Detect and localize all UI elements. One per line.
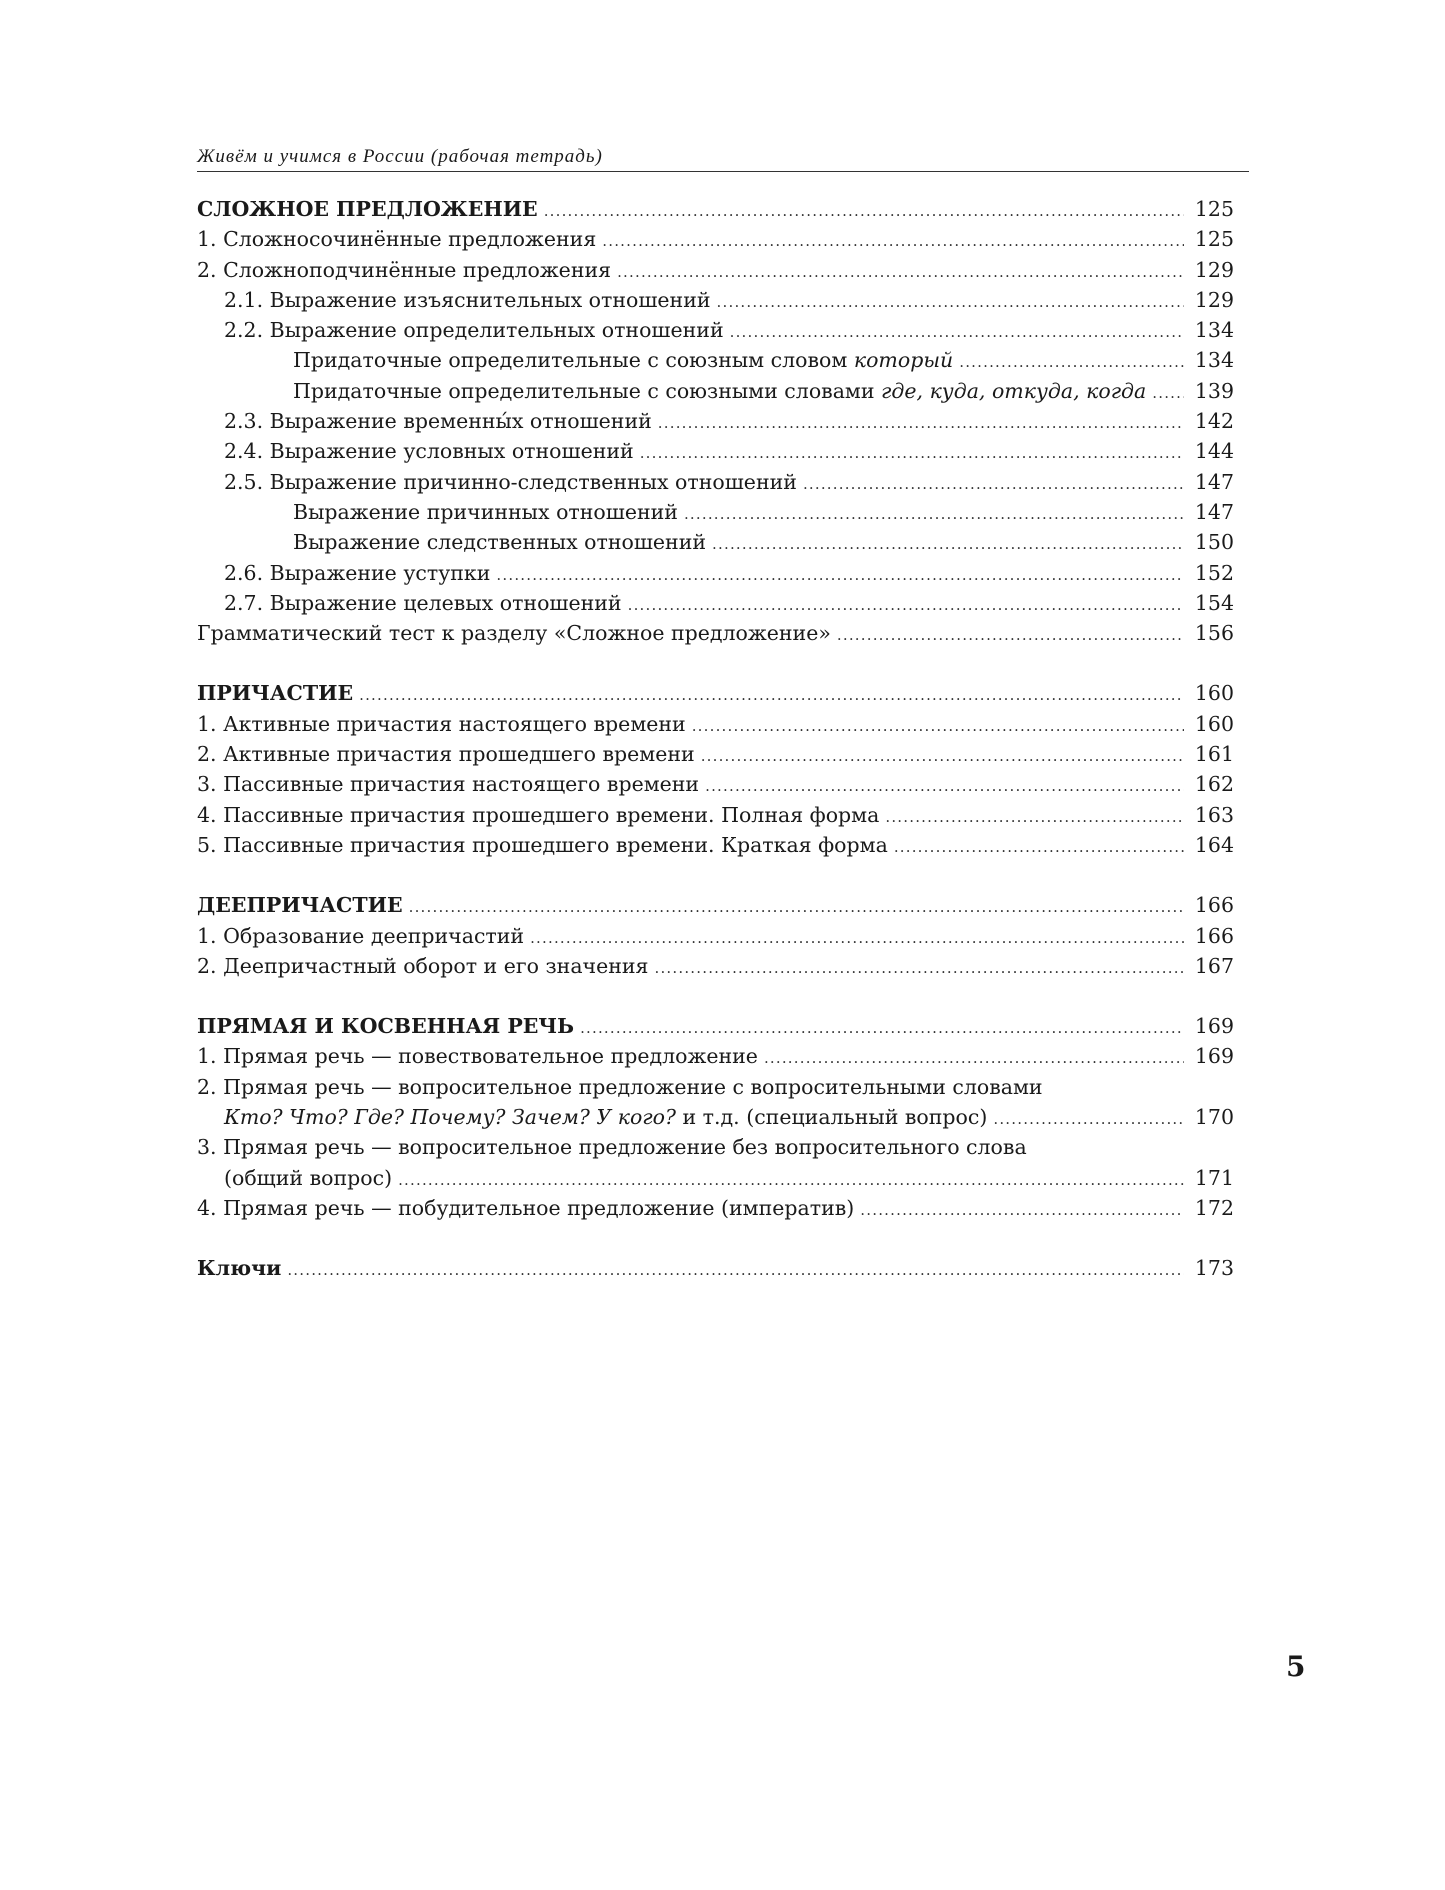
toc-entry — [197, 1102, 1234, 1132]
toc-entry-title — [293, 345, 953, 375]
toc-page-number: 160 — [1194, 681, 1234, 706]
toc-entry — [197, 739, 1234, 769]
toc-entry-text: ДЕЕПРИЧАСТИЕ — [197, 893, 403, 918]
toc-section-heading — [197, 1011, 1234, 1041]
toc-entry-text: Придаточные определительные с союзными словами — [293, 378, 882, 403]
toc-entry-title — [197, 830, 888, 860]
toc-entry — [197, 224, 1234, 254]
toc-entry-title — [293, 376, 1146, 406]
toc-entry-title — [293, 527, 706, 557]
toc-section-heading — [197, 1253, 1234, 1283]
toc-entry-text: 2. Сложноподчинённые предложения — [197, 257, 612, 282]
toc-page-number: 152 — [1194, 560, 1234, 585]
toc-entry — [197, 800, 1234, 830]
toc-entry-title — [224, 436, 634, 466]
toc-entry-title — [197, 1253, 281, 1283]
dot-leader — [803, 469, 1184, 499]
toc-entry-title — [197, 951, 648, 981]
running-head: Живём и учимся в России (рабочая тетрадь) — [197, 146, 603, 167]
toc-section-heading — [197, 678, 1234, 708]
dot-leader — [602, 226, 1184, 256]
toc-entry-text: 1. Активные причастия настоящего времени — [197, 711, 686, 736]
toc-page-number: 173 — [1194, 1256, 1234, 1281]
toc-page-number: 147 — [1194, 499, 1234, 524]
dot-leader — [544, 196, 1184, 226]
toc-entry — [197, 830, 1234, 860]
header-rule — [197, 171, 1249, 172]
toc-entry — [197, 285, 1234, 315]
toc-entry-text: Выражение следственных отношений — [293, 530, 707, 555]
toc-entry — [197, 345, 1234, 375]
toc-entry-italic: где, куда, откуда, когда — [881, 378, 1147, 403]
toc-entry-text: 2.2. Выражение определительных отношений — [224, 318, 724, 343]
toc-entry-title — [224, 558, 490, 588]
toc-page-number: 162 — [1194, 772, 1234, 797]
toc-page-number: 163 — [1194, 802, 1234, 827]
page-number: 5 — [1286, 1650, 1306, 1683]
toc-entry-text: (общий вопрос) — [224, 1165, 393, 1190]
toc-entry-text: 2.7. Выражение целевых отношений — [224, 590, 622, 615]
dot-leader — [658, 408, 1184, 438]
toc-entry-text: 2.3. Выражение временны́х отношений — [224, 409, 652, 434]
toc-entry-text: 4. Пассивные причастия прошедшего времени. Полная форма — [197, 802, 880, 827]
section-gap — [197, 981, 1234, 1011]
toc-entry — [197, 1132, 1234, 1162]
dot-leader — [654, 953, 1184, 983]
toc-entry-title — [197, 769, 699, 799]
dot-leader — [692, 711, 1184, 741]
toc-entry — [197, 527, 1234, 557]
toc-entry-title — [224, 285, 711, 315]
toc-entry-text: 2. Активные причастия прошедшего времени — [197, 742, 695, 767]
toc-page-number: 129 — [1194, 287, 1234, 312]
toc-entry — [197, 376, 1234, 406]
toc-section-heading — [197, 194, 1234, 224]
toc-entry-title — [224, 1163, 392, 1193]
toc-entry-text: Придаточные определительные с союзным словом — [293, 348, 854, 373]
toc-entry-title — [224, 315, 724, 345]
toc-entry-text: 2.6. Выражение уступки — [224, 560, 491, 585]
toc-entry-title — [197, 678, 353, 708]
dot-leader — [885, 802, 1184, 832]
dot-leader — [894, 832, 1184, 862]
toc-entry-text: Выражение причинных отношений — [293, 499, 678, 524]
table-of-contents — [197, 194, 1234, 1284]
toc-entry-title — [197, 194, 538, 224]
dot-leader — [409, 892, 1184, 922]
toc-page-number: 161 — [1194, 742, 1234, 767]
toc-entry — [197, 921, 1234, 951]
toc-entry — [197, 618, 1234, 648]
toc-entry — [197, 1193, 1234, 1223]
section-gap — [197, 1223, 1234, 1253]
toc-entry-text: 2.4. Выражение условных отношений — [224, 439, 634, 464]
dot-leader — [993, 1104, 1184, 1134]
toc-page-number: 125 — [1194, 227, 1234, 252]
toc-entry — [197, 588, 1234, 618]
dot-leader — [705, 771, 1184, 801]
dot-leader — [717, 287, 1184, 317]
toc-entry — [197, 709, 1234, 739]
toc-entry — [197, 1041, 1234, 1071]
toc-page-number: 150 — [1194, 530, 1234, 555]
section-gap — [197, 860, 1234, 890]
toc-page-number: 125 — [1194, 197, 1234, 221]
toc-entry-text: 1. Сложносочинённые предложения — [197, 227, 597, 252]
toc-entry-title — [197, 255, 611, 285]
dot-leader — [712, 529, 1184, 559]
toc-entry-title — [197, 921, 524, 951]
dot-leader — [1152, 378, 1184, 408]
toc-page-number: 167 — [1194, 953, 1234, 978]
toc-entry-title — [197, 800, 879, 830]
dot-leader — [860, 1195, 1184, 1225]
toc-page-number: 147 — [1194, 469, 1234, 494]
toc-entry-italic: Кто? Что? Где? Почему? Зачем? У кого? — [224, 1105, 676, 1130]
toc-entry-text: Грамматический тест к разделу «Сложное предложение» — [197, 621, 831, 646]
dot-leader — [628, 590, 1184, 620]
toc-entry-title — [293, 497, 678, 527]
toc-section-heading — [197, 890, 1234, 920]
dot-leader — [959, 347, 1184, 377]
dot-leader — [496, 560, 1184, 590]
dot-leader — [398, 1165, 1184, 1195]
toc-entry-title — [197, 1011, 574, 1041]
toc-entry-title — [224, 588, 622, 618]
toc-page-number: 154 — [1194, 590, 1234, 615]
toc-entry-title — [197, 1041, 758, 1071]
toc-entry — [197, 315, 1234, 345]
dot-leader — [837, 620, 1184, 650]
toc-entry-title — [197, 1072, 1043, 1102]
toc-page-number: 172 — [1194, 1195, 1234, 1220]
dot-leader — [764, 1043, 1184, 1073]
toc-entry-text: ПРЯМАЯ И КОСВЕННАЯ РЕЧЬ — [197, 1014, 575, 1039]
toc-entry — [197, 406, 1234, 436]
dot-leader — [640, 438, 1184, 468]
dot-leader — [359, 680, 1184, 710]
toc-entry-text: 3. Прямая речь — вопросительное предложение без вопросительного слова — [197, 1135, 1027, 1160]
toc-entry-title — [197, 739, 695, 769]
toc-entry-text: 2.5. Выражение причинно-следственных отношений — [224, 469, 797, 494]
toc-entry — [197, 951, 1234, 981]
toc-entry-title — [197, 1132, 1027, 1162]
toc-entry-text: 5. Пассивные причастия прошедшего времени. Краткая форма — [197, 832, 888, 857]
dot-leader — [617, 257, 1184, 287]
toc-entry-italic: который — [853, 348, 954, 373]
toc-page-number: 164 — [1194, 832, 1234, 857]
toc-page-number: 169 — [1194, 1014, 1234, 1039]
toc-page-number: 166 — [1194, 893, 1234, 918]
dot-leader — [580, 1013, 1184, 1043]
dot-leader — [287, 1255, 1184, 1285]
toc-entry-text: Ключи — [197, 1256, 282, 1281]
toc-entry — [197, 436, 1234, 466]
toc-entry-title — [224, 1102, 987, 1132]
dot-leader — [730, 317, 1184, 347]
toc-entry-title — [197, 709, 686, 739]
toc-entry-title — [224, 406, 652, 436]
toc-entry-text: 2. Деепричастный оборот и его значения — [197, 953, 649, 978]
toc-page-number: 144 — [1194, 439, 1234, 464]
toc-page-number: 139 — [1194, 378, 1234, 403]
toc-page-number: 134 — [1194, 348, 1234, 373]
toc-page-number: 129 — [1194, 257, 1234, 282]
toc-page-number: 134 — [1194, 318, 1234, 343]
toc-entry-text: ПРИЧАСТИЕ — [197, 681, 354, 706]
toc-entry — [197, 255, 1234, 285]
toc-page-number: 142 — [1194, 409, 1234, 434]
toc-page-number: 169 — [1194, 1044, 1234, 1069]
toc-page-number: 156 — [1194, 621, 1234, 646]
toc-entry-text: 3. Пассивные причастия настоящего времени — [197, 772, 700, 797]
toc-entry — [197, 467, 1234, 497]
toc-entry-title — [197, 224, 596, 254]
toc-entry-text: 1. Образование деепричастий — [197, 923, 525, 948]
toc-entry-text: 1. Прямая речь — повествовательное предложение — [197, 1044, 758, 1069]
toc-entry-title — [197, 890, 403, 920]
toc-entry-text: СЛОЖНОЕ ПРЕДЛОЖЕНИЕ — [197, 197, 538, 221]
toc-entry-text: 2.1. Выражение изъяснительных отношений — [224, 287, 711, 312]
dot-leader — [530, 923, 1184, 953]
toc-entry — [197, 1163, 1234, 1193]
dot-leader — [684, 499, 1184, 529]
toc-entry-title — [197, 618, 831, 648]
toc-page-number: 171 — [1194, 1165, 1234, 1190]
section-gap — [197, 648, 1234, 678]
toc-entry — [197, 558, 1234, 588]
toc-entry — [197, 769, 1234, 799]
toc-entry-text: 2. Прямая речь — вопросительное предложение с вопросительными словами — [197, 1074, 1043, 1099]
toc-entry-text: и т.д. (специальный вопрос) — [675, 1105, 988, 1130]
toc-entry — [197, 497, 1234, 527]
toc-page-number: 166 — [1194, 923, 1234, 948]
toc-page-number: 160 — [1194, 711, 1234, 736]
toc-entry-title — [224, 467, 797, 497]
toc-entry — [197, 1072, 1234, 1102]
toc-entry-text: 4. Прямая речь — побудительное предложение (императив) — [197, 1195, 855, 1220]
dot-leader — [701, 741, 1184, 771]
toc-entry-title — [197, 1193, 854, 1223]
toc-page-number: 170 — [1194, 1105, 1234, 1130]
